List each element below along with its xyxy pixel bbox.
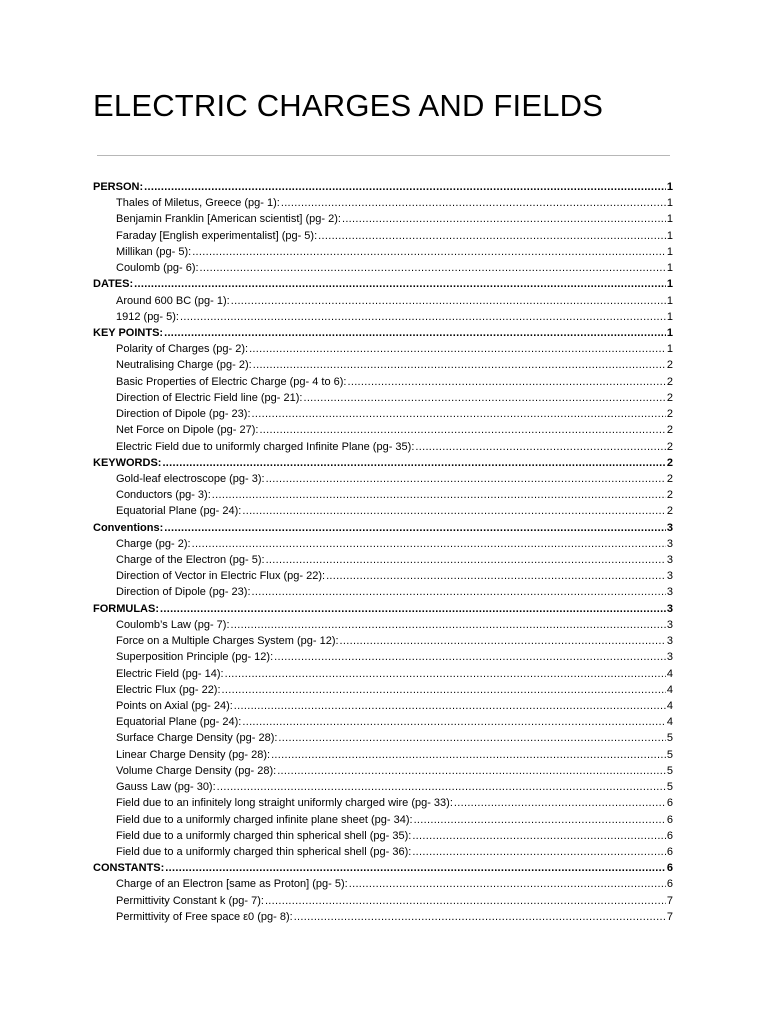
toc-page-number: 2 bbox=[666, 375, 673, 388]
toc-dot-leader bbox=[340, 633, 666, 649]
toc-dot-leader bbox=[278, 730, 665, 746]
toc-dot-leader bbox=[200, 260, 666, 276]
toc-page-number: 6 bbox=[666, 813, 673, 826]
toc-page-number: 3 bbox=[666, 554, 673, 567]
toc-entry-label: Direction of Electric Field line (pg- 21): bbox=[116, 391, 303, 404]
toc-entry-label: Direction of Dipole (pg- 23): bbox=[116, 408, 251, 421]
toc-page-number: 1 bbox=[666, 229, 673, 242]
toc-entry-label: Benjamin Franklin [American scientist] (pg- 2): bbox=[116, 213, 341, 226]
toc-dot-leader bbox=[342, 211, 666, 227]
toc-dot-leader bbox=[242, 714, 666, 730]
toc-dot-leader bbox=[192, 244, 666, 260]
toc-dot-leader bbox=[217, 779, 666, 795]
toc-entry-label: Gauss Law (pg- 30): bbox=[116, 781, 216, 794]
toc-entry-label: Permittivity Constant k (pg- 7): bbox=[116, 894, 264, 907]
toc-dot-leader bbox=[266, 552, 666, 568]
toc-section-heading[interactable] bbox=[93, 601, 673, 617]
toc-entry-label: Equatorial Plane (pg- 24): bbox=[116, 716, 242, 729]
toc-dot-leader bbox=[303, 390, 665, 406]
toc-entry-label: CONSTANTS: bbox=[93, 862, 165, 875]
toc-entry-label: Neutralising Charge (pg- 2): bbox=[116, 359, 252, 372]
toc-page-number: 2 bbox=[666, 408, 673, 421]
toc-entry[interactable] bbox=[93, 584, 673, 600]
toc-dot-leader bbox=[252, 406, 666, 422]
toc-entry[interactable] bbox=[93, 390, 673, 406]
toc-entry-label: Coulomb’s Law (pg- 7): bbox=[116, 618, 230, 631]
toc-entry-label: Linear Charge Density (pg- 28): bbox=[116, 748, 271, 761]
toc-page-number: 2 bbox=[666, 456, 673, 469]
toc-page-number: 6 bbox=[666, 878, 673, 891]
toc-entry[interactable] bbox=[93, 698, 673, 714]
toc-section-heading[interactable] bbox=[93, 860, 673, 876]
toc-entry-label: Direction of Vector in Electric Flux (pg- 22): bbox=[116, 570, 326, 583]
toc-entry-label: Polarity of Charges (pg- 2): bbox=[116, 343, 249, 356]
toc-dot-leader bbox=[253, 357, 666, 373]
toc-page-number: 1 bbox=[666, 262, 673, 275]
toc-dot-leader bbox=[231, 617, 666, 633]
toc-entry-label: Conductors (pg- 3): bbox=[116, 489, 211, 502]
toc-page-number: 1 bbox=[666, 245, 673, 258]
toc-dot-leader bbox=[454, 795, 666, 811]
toc-dot-leader bbox=[134, 276, 666, 292]
toc-entry-label: Conventions: bbox=[93, 521, 164, 534]
toc-entry[interactable] bbox=[93, 682, 673, 698]
toc-entry-label: KEY POINTS: bbox=[93, 326, 164, 339]
toc-dot-leader bbox=[164, 520, 666, 536]
toc-entry[interactable] bbox=[93, 812, 673, 828]
toc-entry-label: Charge of an Electron [same as Proton] (pg- 5): bbox=[116, 878, 348, 891]
toc-entry-label: Electric Flux (pg- 22): bbox=[116, 683, 221, 696]
toc-dot-leader bbox=[222, 682, 666, 698]
toc-dot-leader bbox=[326, 568, 666, 584]
toc-entry[interactable] bbox=[93, 844, 673, 860]
toc-entry-label: PERSON: bbox=[93, 181, 144, 193]
toc-page-number: 6 bbox=[666, 845, 673, 858]
toc-page-number: 4 bbox=[666, 683, 673, 696]
toc-dot-leader bbox=[294, 909, 666, 925]
toc-entry-label: Gold-leaf electroscope (pg- 3): bbox=[116, 472, 265, 485]
toc-section-heading[interactable] bbox=[93, 455, 673, 471]
toc-entry-label: Electric Field due to uniformly charged Infinite Plane (pg- 35): bbox=[116, 440, 415, 453]
toc-entry[interactable] bbox=[93, 730, 673, 746]
toc-dot-leader bbox=[414, 812, 666, 828]
toc-entry[interactable] bbox=[93, 617, 673, 633]
toc-section-heading[interactable] bbox=[93, 520, 673, 536]
toc-page-number: 3 bbox=[666, 521, 673, 534]
toc-dot-leader bbox=[144, 179, 666, 195]
toc-entry[interactable] bbox=[93, 487, 673, 503]
toc-dot-leader bbox=[180, 309, 666, 325]
toc-entry[interactable] bbox=[93, 244, 673, 260]
toc-entry-label: Basic Properties of Electric Charge (pg- 4 to 6): bbox=[116, 375, 347, 388]
toc-page-number: 1 bbox=[666, 294, 673, 307]
toc-entry[interactable] bbox=[93, 503, 673, 519]
toc-entry[interactable] bbox=[93, 909, 673, 925]
toc-entry[interactable] bbox=[93, 439, 673, 455]
toc-dot-leader bbox=[265, 893, 666, 909]
toc-page-number: 1 bbox=[666, 197, 673, 210]
toc-entry[interactable] bbox=[93, 536, 673, 552]
toc-entry-label: Charge of the Electron (pg- 5): bbox=[116, 554, 265, 567]
toc-dot-leader bbox=[234, 698, 666, 714]
toc-dot-leader bbox=[415, 439, 666, 455]
toc-page-number: 5 bbox=[666, 781, 673, 794]
toc-entry-label: Field due to a uniformly charged infinite plane sheet (pg- 34): bbox=[116, 813, 413, 826]
toc-page-number: 3 bbox=[666, 570, 673, 583]
toc-entry[interactable] bbox=[93, 341, 673, 357]
toc-page-number: 6 bbox=[666, 829, 673, 842]
toc-entry-label: Equatorial Plane (pg- 24): bbox=[116, 505, 242, 518]
toc-entry[interactable] bbox=[93, 422, 673, 438]
toc-dot-leader bbox=[242, 503, 666, 519]
toc-entry-label: Direction of Dipole (pg- 23): bbox=[116, 586, 251, 599]
toc-entry[interactable] bbox=[93, 649, 673, 665]
toc-entry[interactable] bbox=[93, 893, 673, 909]
toc-dot-leader bbox=[271, 747, 666, 763]
toc-entry[interactable] bbox=[93, 374, 673, 390]
toc-page-number: 3 bbox=[666, 537, 673, 550]
toc-page-number: 2 bbox=[666, 472, 673, 485]
toc-entry[interactable] bbox=[93, 357, 673, 373]
toc-page-number: 1 bbox=[666, 310, 673, 323]
toc-entry[interactable] bbox=[93, 633, 673, 649]
toc-entry-label: DATES: bbox=[93, 278, 134, 291]
toc-page-number: 7 bbox=[666, 894, 673, 907]
toc-page-number: 7 bbox=[666, 910, 673, 923]
toc-page-number: 5 bbox=[666, 764, 673, 777]
toc-page-number: 1 bbox=[666, 343, 673, 356]
toc-entry-label: Surface Charge Density (pg- 28): bbox=[116, 732, 278, 745]
toc-entry-label: 1912 (pg- 5): bbox=[116, 310, 179, 323]
toc-page-number: 2 bbox=[666, 391, 673, 404]
toc-dot-leader bbox=[347, 374, 665, 390]
toc-dot-leader bbox=[266, 471, 666, 487]
toc-page-number: 1 bbox=[666, 213, 673, 226]
toc-page-number: 3 bbox=[666, 651, 673, 664]
toc-entry-label: Coulomb (pg- 6): bbox=[116, 262, 199, 275]
toc-entry-label: Net Force on Dipole (pg- 27): bbox=[116, 424, 259, 437]
toc-page-number: 2 bbox=[666, 505, 673, 518]
toc-page-number: 1 bbox=[666, 326, 673, 339]
toc-page-number: 1 bbox=[666, 181, 673, 193]
toc-dot-leader bbox=[160, 601, 666, 617]
toc-entry[interactable] bbox=[93, 552, 673, 568]
toc-entry-label: Around 600 BC (pg- 1): bbox=[116, 294, 230, 307]
toc-page-number: 5 bbox=[666, 748, 673, 761]
toc-entry[interactable] bbox=[93, 228, 673, 244]
toc-dot-leader bbox=[231, 293, 666, 309]
toc-page-number: 5 bbox=[666, 732, 673, 745]
toc-entry[interactable] bbox=[93, 471, 673, 487]
toc-entry-label: Millikan (pg- 5): bbox=[116, 245, 192, 258]
toc-page-number: 3 bbox=[666, 635, 673, 648]
toc-section-heading[interactable] bbox=[93, 179, 673, 195]
toc-entry[interactable] bbox=[93, 828, 673, 844]
toc-entry[interactable] bbox=[93, 666, 673, 682]
toc-entry-label: KEYWORDS: bbox=[93, 456, 162, 469]
toc-entry-label: Electric Field (pg- 14): bbox=[116, 667, 224, 680]
toc-page-number: 1 bbox=[666, 278, 673, 291]
toc-dot-leader bbox=[225, 666, 666, 682]
toc-entry-label: FORMULAS: bbox=[93, 602, 159, 615]
toc-entry[interactable] bbox=[93, 779, 673, 795]
toc-entry[interactable] bbox=[93, 568, 673, 584]
toc-page-number: 6 bbox=[666, 862, 673, 875]
toc-page-number: 6 bbox=[666, 797, 673, 810]
toc-dot-leader bbox=[162, 455, 665, 471]
toc-entry-label: Field due to an infinitely long straight uniformly charged wire (pg- 33): bbox=[116, 797, 453, 810]
toc-page-number: 2 bbox=[666, 440, 673, 453]
toc-page-number: 4 bbox=[666, 716, 673, 729]
toc-page-number: 3 bbox=[666, 618, 673, 631]
title-divider bbox=[97, 155, 670, 156]
table-of-contents bbox=[93, 179, 673, 925]
toc-page-number: 2 bbox=[666, 359, 673, 372]
toc-dot-leader bbox=[165, 860, 666, 876]
toc-entry-label: Field due to a uniformly charged thin spherical shell (pg- 36): bbox=[116, 845, 412, 858]
toc-dot-leader bbox=[412, 828, 666, 844]
toc-dot-leader bbox=[164, 325, 666, 341]
toc-entry[interactable] bbox=[93, 260, 673, 276]
toc-dot-leader bbox=[318, 228, 666, 244]
toc-dot-leader bbox=[249, 341, 666, 357]
toc-entry-label: Faraday [English experimentalist] (pg- 5): bbox=[116, 229, 318, 242]
toc-section-heading[interactable] bbox=[93, 276, 673, 292]
toc-dot-leader bbox=[274, 649, 666, 665]
toc-entry[interactable] bbox=[93, 211, 673, 227]
toc-entry[interactable] bbox=[93, 195, 673, 211]
toc-dot-leader bbox=[252, 584, 666, 600]
toc-entry-label: Force on a Multiple Charges System (pg- 12): bbox=[116, 635, 339, 648]
toc-dot-leader bbox=[192, 536, 666, 552]
toc-dot-leader bbox=[212, 487, 666, 503]
toc-page-number: 2 bbox=[666, 424, 673, 437]
toc-entry[interactable] bbox=[93, 309, 673, 325]
toc-page-number: 3 bbox=[666, 586, 673, 599]
toc-entry[interactable] bbox=[93, 795, 673, 811]
toc-entry[interactable] bbox=[93, 763, 673, 779]
toc-entry-label: Permittivity of Free space ε0 (pg- 8): bbox=[116, 910, 293, 923]
toc-entry[interactable] bbox=[93, 293, 673, 309]
toc-entry[interactable] bbox=[93, 747, 673, 763]
toc-dot-leader bbox=[281, 195, 666, 211]
toc-entry-label: Volume Charge Density (pg- 28): bbox=[116, 764, 277, 777]
document-title: ELECTRIC CHARGES AND FIELDS bbox=[93, 88, 604, 123]
toc-entry-label: Charge (pg- 2): bbox=[116, 537, 191, 550]
toc-page-number: 4 bbox=[666, 700, 673, 712]
toc-dot-leader bbox=[277, 763, 666, 779]
toc-page-number: 3 bbox=[666, 602, 673, 615]
toc-entry-label: Field due to a uniformly charged thin spherical shell (pg- 35): bbox=[116, 829, 412, 842]
toc-entry[interactable] bbox=[93, 714, 673, 730]
toc-entry-label: Points on Axial (pg- 24): bbox=[116, 700, 233, 712]
toc-dot-leader bbox=[349, 876, 666, 892]
toc-entry-label: Thales of Miletus, Greece (pg- 1): bbox=[116, 197, 280, 210]
toc-section-heading[interactable] bbox=[93, 325, 673, 341]
toc-dot-leader bbox=[259, 422, 665, 438]
toc-page-number: 2 bbox=[666, 489, 673, 502]
toc-page-number: 4 bbox=[666, 667, 673, 680]
toc-entry[interactable] bbox=[93, 406, 673, 422]
toc-entry[interactable] bbox=[93, 876, 673, 892]
toc-entry-label: Superposition Principle (pg- 12): bbox=[116, 651, 274, 664]
toc-dot-leader bbox=[412, 844, 666, 860]
